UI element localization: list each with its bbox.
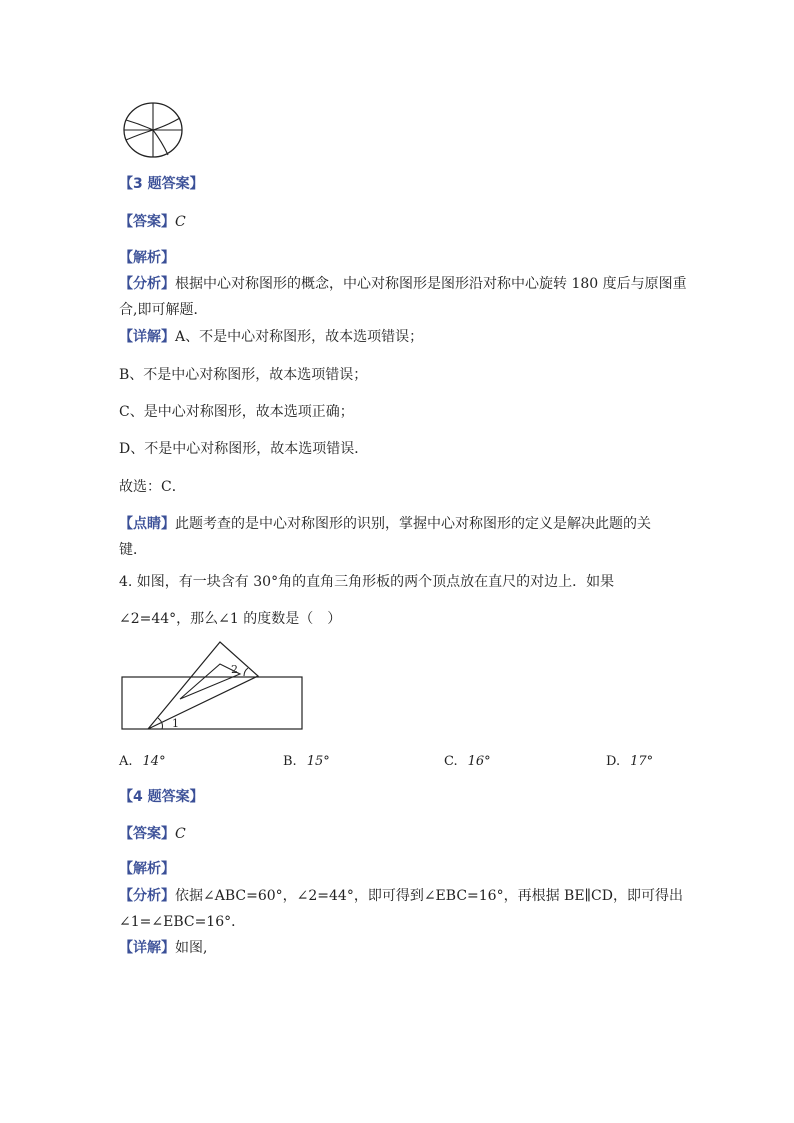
q3-analysis-label: 【解析】	[119, 250, 175, 266]
q3-xiangjie-line	[119, 327, 423, 347]
ruler-triangle-figure	[118, 636, 308, 736]
q4-fenxi-line2: ∠1=∠EBC=16°．	[119, 914, 246, 930]
q3-option-b-text: B、不是中心对称图形，故本选项错误；	[119, 367, 368, 383]
q3-dianjing-line1	[119, 514, 651, 534]
q4-answer-heading: 【4 题答案】	[119, 789, 204, 805]
q3-option-d-text: D、不是中心对称图形，故本选项错误．	[119, 441, 369, 457]
q4-fenxi-label: 【分析】	[119, 888, 175, 904]
q4-option-a-letter: A.	[119, 754, 133, 769]
q4-option-a[interactable]	[119, 752, 166, 772]
q4-stem-line1: 4. 如图，有一块含有 30°角的直角三角形板的两个顶点放在直尺的对边上．如果	[119, 574, 615, 590]
q4-option-d[interactable]	[606, 752, 653, 772]
q4-option-c[interactable]	[444, 752, 491, 772]
q4-xiangjie-label: 【详解】	[119, 940, 175, 956]
q3-answer-line	[119, 212, 186, 232]
q4-option-c-value: 16°	[467, 754, 491, 769]
q3-fenxi-line2: 合,即可解题．	[119, 302, 208, 318]
q4-option-a-value: 14°	[142, 754, 166, 769]
q4-analysis-label: 【解析】	[119, 861, 175, 877]
q4-xiangjie-line	[119, 938, 207, 958]
q4-option-c-letter: C.	[444, 754, 458, 769]
q3-dianjing-line2: 键．	[119, 542, 147, 558]
q3-answer-label: 【答案】	[119, 214, 175, 230]
q4-option-b-value: 15°	[306, 754, 330, 769]
q3-option-a-text: A、不是中心对称图形，故本选项错误；	[175, 329, 424, 345]
angle-1-label: 1	[172, 717, 179, 730]
q3-fenxi-line1	[119, 274, 687, 294]
q4-fenxi-line1	[119, 886, 683, 906]
angle-2-label: 2	[231, 663, 238, 676]
q4-stem-line2: ∠2=44°，那么∠1 的度数是（ ）	[119, 611, 342, 627]
q3-dianjing-label: 【点睛】	[119, 516, 175, 532]
q3-answer-heading: 【3 题答案】	[119, 176, 204, 192]
q4-answer-label: 【答案】	[119, 826, 175, 842]
q4-option-d-letter: D.	[606, 754, 621, 769]
q3-answer-value: C	[175, 214, 186, 230]
q4-option-b[interactable]	[283, 752, 330, 772]
q3-dianjing-text1: 此题考查的是中心对称图形的识别，掌握中心对称图形的定义是解决此题的关	[175, 516, 651, 532]
q3-fenxi-label: 【分析】	[119, 276, 175, 292]
q4-xiangjie-text: 如图,	[175, 940, 208, 956]
q3-choose-text: 故选：C．	[119, 479, 186, 495]
q4-option-b-letter: B.	[283, 754, 297, 769]
q3-xiangjie-label: 【详解】	[119, 329, 175, 345]
q3-fenxi-text1: 根据中心对称图形的概念，中心对称图形是图形沿对称中心旋转 180 度后与原图重	[175, 276, 687, 292]
q4-option-d-value: 17°	[630, 754, 654, 769]
q4-answer-value: C	[175, 826, 186, 842]
q4-answer-line	[119, 824, 186, 844]
circle-figure	[120, 100, 186, 160]
q4-fenxi-text1: 依据∠ABC=60°，∠2=44°，即可得到∠EBC=16°，再根据 BE∥CD，即可得出	[175, 888, 683, 904]
q3-option-c-text: C、是中心对称图形，故本选项正确；	[119, 404, 354, 420]
